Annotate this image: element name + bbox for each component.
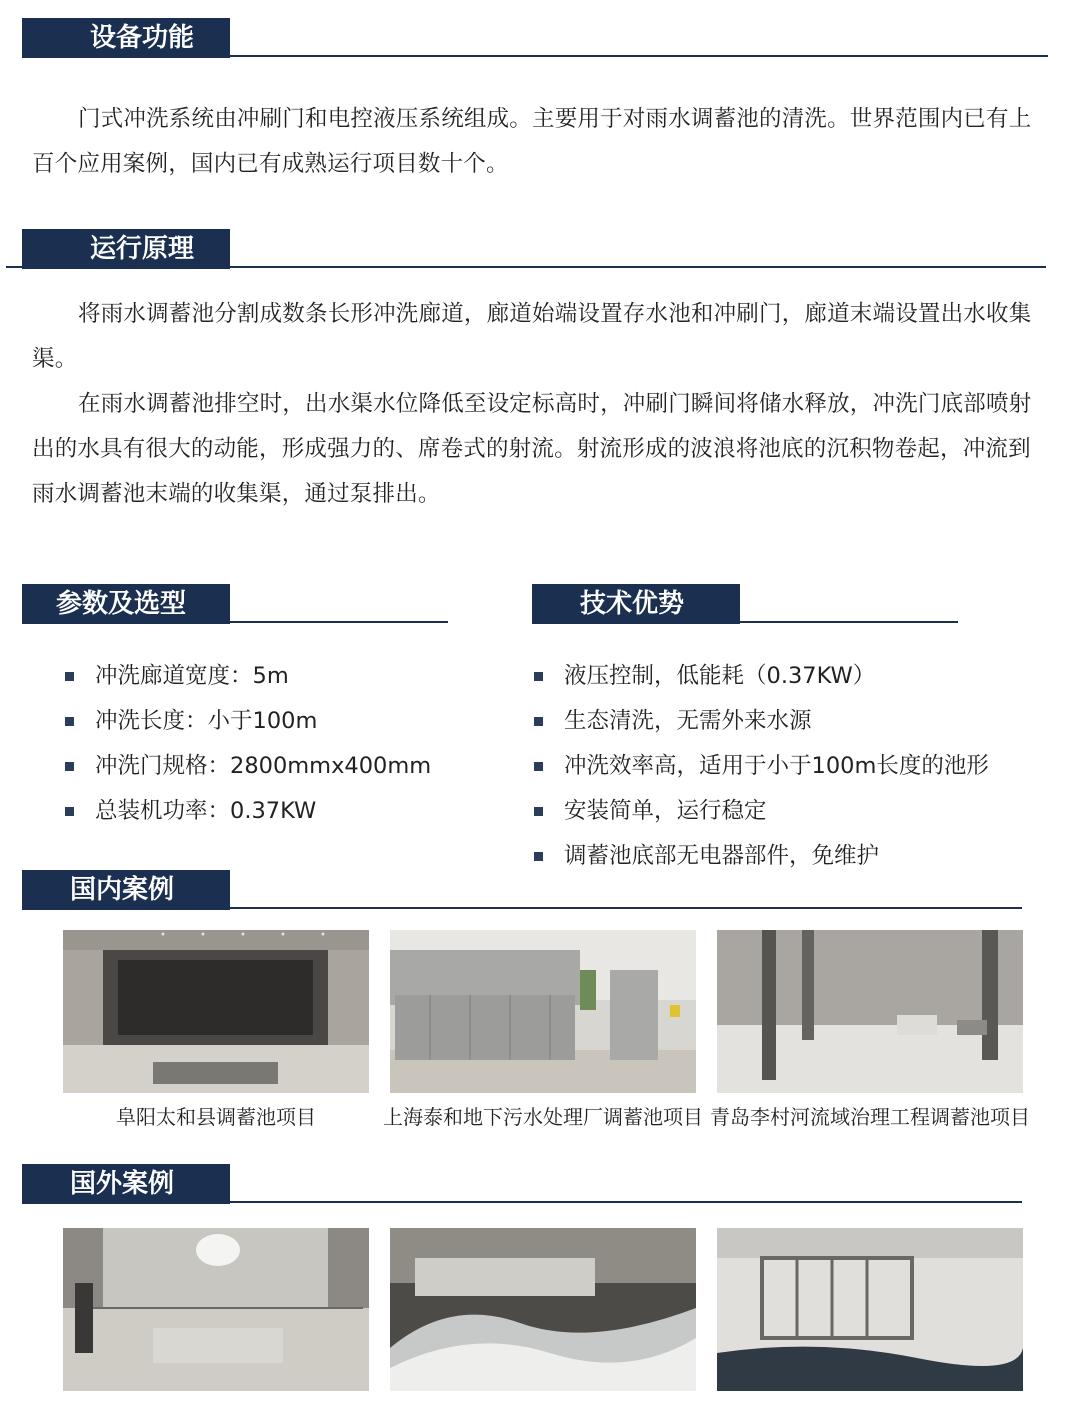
section-rule	[230, 1201, 1022, 1203]
domestic-photo-shanghai	[390, 930, 696, 1093]
list-item-text: 冲洗效率高，适用于小于100m长度的池形	[564, 753, 989, 779]
section-rule	[6, 266, 1046, 268]
list-item-text: 液压控制，低能耗（0.37KW）	[564, 663, 876, 689]
section-rule	[230, 621, 448, 623]
list-item-text: 调蓄池底部无电器部件，免维护	[564, 843, 880, 869]
domestic-caption-fuyang: 阜阳太和县调蓄池项目	[116, 1105, 316, 1129]
section-header-principle	[22, 229, 1052, 269]
bullet-square-icon	[534, 717, 543, 726]
list-item	[65, 744, 505, 789]
list-item	[534, 789, 1054, 834]
params-list	[65, 654, 505, 834]
bullet-square-icon	[534, 672, 543, 681]
section-header-foreign	[22, 1164, 1022, 1204]
list-item	[65, 699, 505, 744]
section-title-params: 参数及选型	[22, 584, 230, 624]
list-item	[65, 789, 505, 834]
domestic-photo-fuyang	[63, 930, 369, 1093]
section-rule	[230, 907, 1022, 909]
list-item	[65, 654, 505, 699]
domestic-caption-qingdao: 青岛李村河流域治理工程调蓄池项目	[710, 1105, 1030, 1129]
function-paragraph: 门式冲洗系统由冲刷门和电控液压系统组成。主要用于对雨水调蓄池的清洗。世界范围内已有上百个应用案例，国内已有成熟运行项目数十个。	[32, 106, 1032, 177]
bullet-square-icon	[65, 717, 74, 726]
list-item-text: 生态清洗，无需外来水源	[564, 708, 812, 734]
list-item-text: 冲洗门规格：2800mmx400mm	[95, 753, 432, 779]
bullet-square-icon	[534, 807, 543, 816]
foreign-photo-3	[717, 1228, 1023, 1391]
foreign-photo-2	[390, 1228, 696, 1391]
bullet-square-icon	[534, 852, 543, 861]
bullet-square-icon	[65, 672, 74, 681]
section-header-function	[22, 18, 1052, 58]
section-header-params	[22, 584, 448, 624]
list-item	[534, 699, 1054, 744]
section-title-foreign: 国外案例	[22, 1164, 230, 1204]
section-title-principle: 运行原理	[22, 229, 230, 269]
list-item-text: 安装简单，运行稳定	[564, 798, 767, 824]
section-header-advantages	[532, 584, 958, 624]
list-item	[534, 744, 1054, 789]
list-item	[534, 654, 1054, 699]
list-item-text: 冲洗廊道宽度：5m	[95, 663, 289, 689]
bullet-square-icon	[534, 762, 543, 771]
list-item-text: 总装机功率：0.37KW	[95, 798, 317, 824]
domestic-caption-shanghai: 上海泰和地下污水处理厂调蓄池项目	[383, 1105, 703, 1129]
bullet-square-icon	[65, 807, 74, 816]
section-rule	[230, 55, 1048, 57]
bullet-square-icon	[65, 762, 74, 771]
section-rule	[740, 621, 958, 623]
section-title-advantages: 技术优势	[532, 584, 740, 624]
principle-paragraph-2: 在雨水调蓄池排空时，出水渠水位降低至设定标高时，冲刷门瞬间将储水释放，冲洗门底部喷射出的水具有很大的动能，形成强力的、席卷式的射流。射流形成的波浪将池底的沉积物卷起，冲流到雨水调蓄池末端的收集渠，通过泵排出。	[32, 391, 1032, 507]
section-header-domestic	[22, 870, 1022, 910]
section-title-function: 设备功能	[22, 18, 230, 58]
section-title-domestic: 国内案例	[22, 870, 230, 910]
advantages-list	[534, 654, 1054, 879]
principle-paragraph-1: 将雨水调蓄池分割成数条长形冲洗廊道，廊道始端设置存水池和冲刷门，廊道末端设置出水收集渠。	[32, 301, 1032, 372]
list-item-text: 冲洗长度：小于100m	[95, 708, 318, 734]
domestic-photo-qingdao	[717, 930, 1023, 1093]
foreign-photo-1	[63, 1228, 369, 1391]
